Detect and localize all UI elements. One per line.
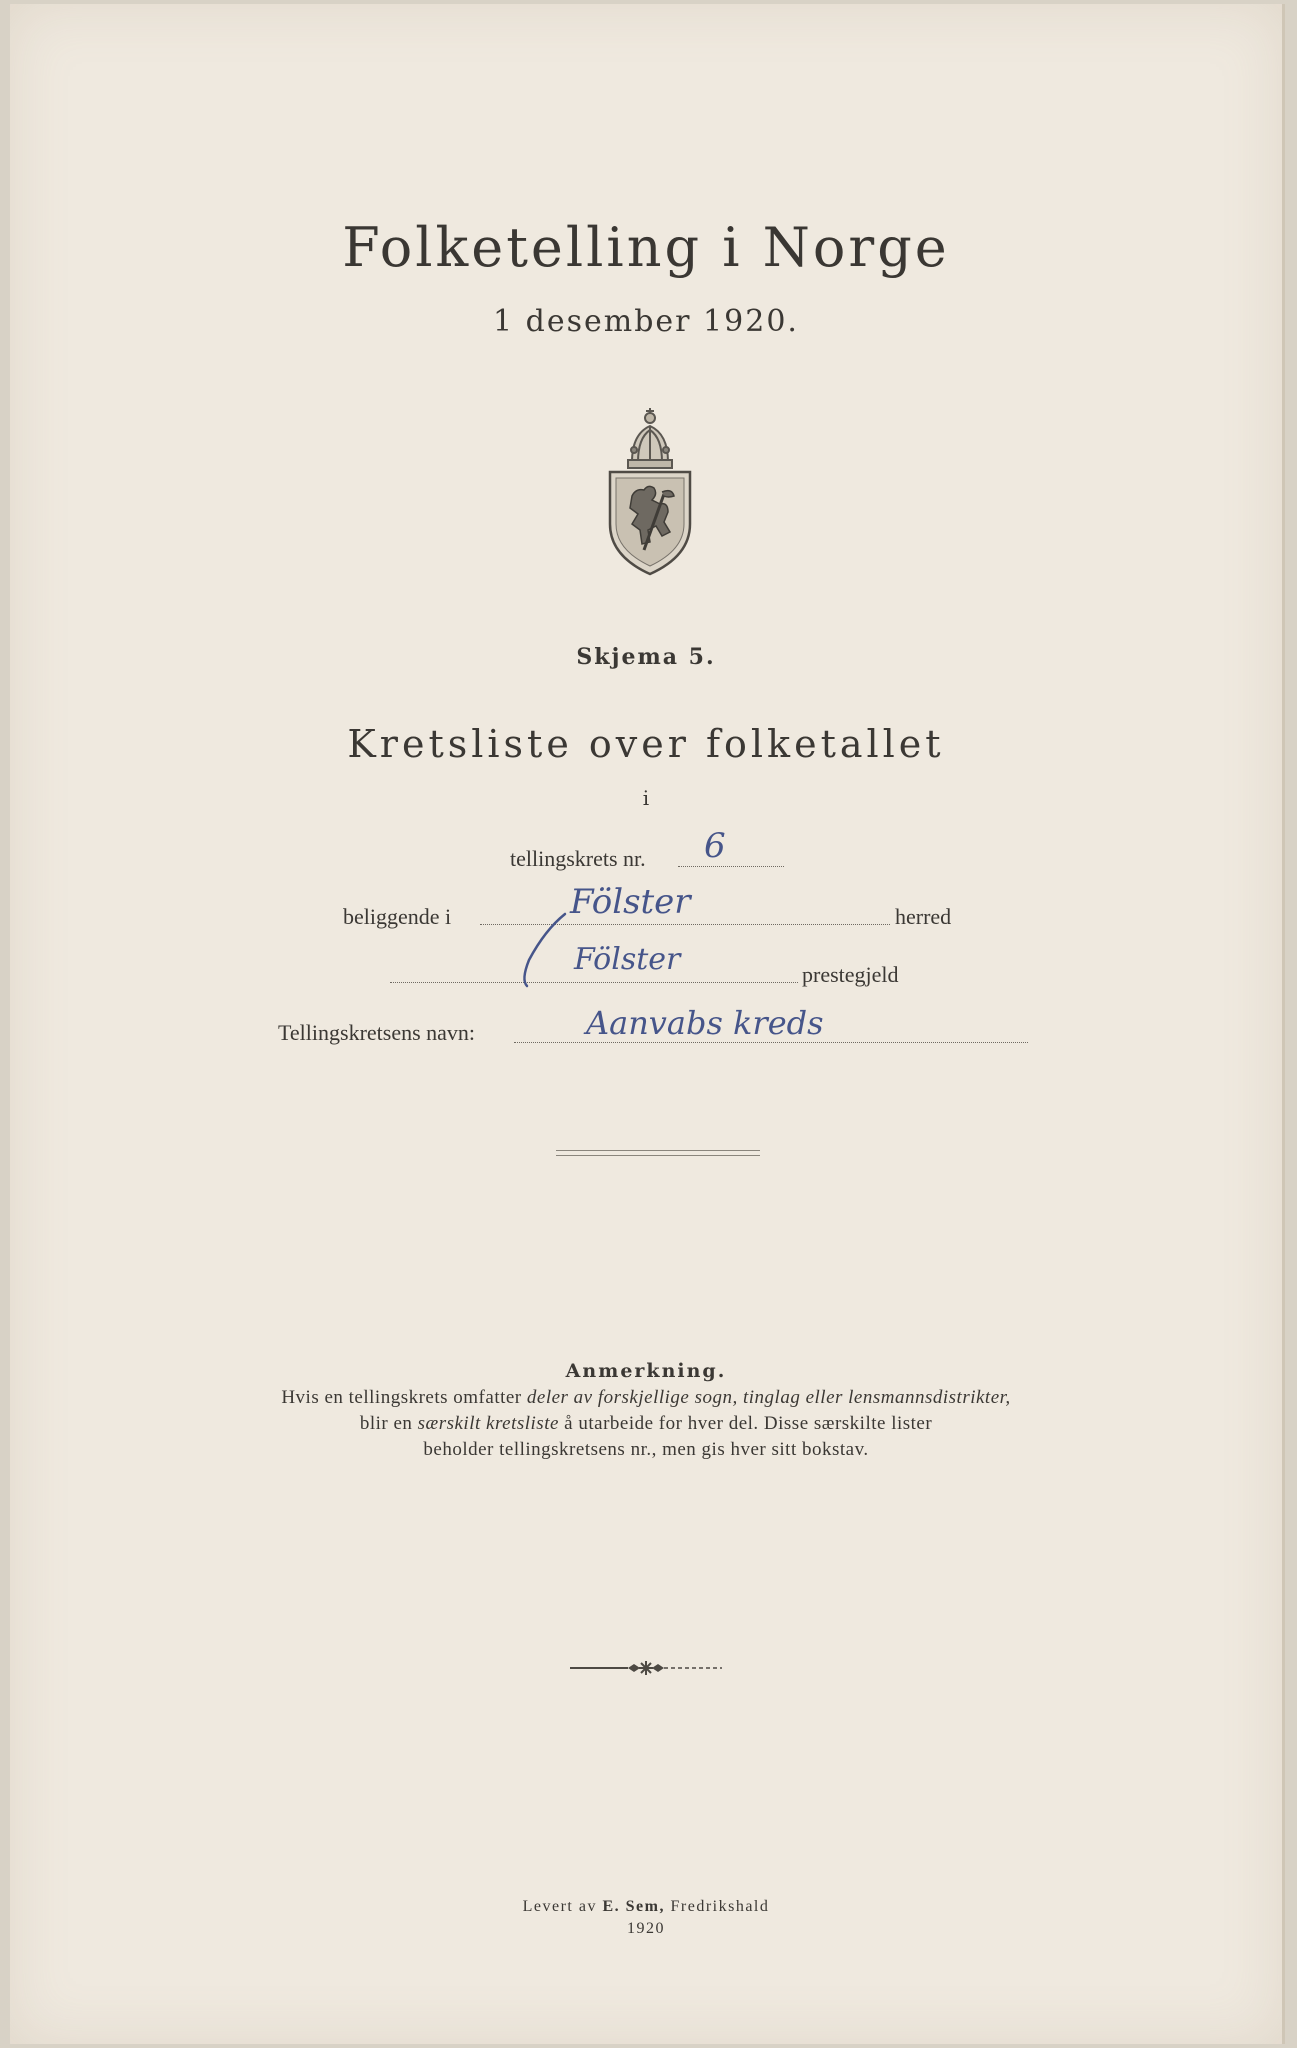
note-line-3: beholder tellingskretsens nr., men gis hver sitt bokstav.: [423, 1439, 869, 1460]
krets-number-value: 6: [704, 826, 726, 866]
preposition-text: i: [642, 786, 650, 810]
printer-credit: [10, 1898, 1282, 1916]
krets-name-line: [514, 1042, 1028, 1043]
note-line-2-text-c: å utarbeide for hver del. Disse særskilte lister: [558, 1413, 933, 1434]
printer-name: E. Sem,: [602, 1898, 665, 1915]
norwegian-coat-of-arms-icon: [602, 404, 698, 576]
krets-name-value: Aanvabs kreds: [586, 1004, 824, 1042]
herred-value: Fölster: [570, 882, 691, 922]
schema-number: Skjema 5.: [576, 644, 716, 670]
krets-number-line: [678, 866, 784, 867]
krets-number-label: tellingskrets nr.: [510, 846, 646, 871]
note-title: Anmerkning.: [565, 1360, 727, 1382]
note-line-1-text: Hvis en tellingskrets omfatter: [281, 1387, 527, 1408]
print-year: 1920: [627, 1920, 665, 1937]
printer-prefix: Levert av: [522, 1898, 603, 1915]
section-divider: [556, 1150, 760, 1156]
beliggende-label: beliggende i: [343, 904, 452, 929]
krets-name-label: Tellingskretsens navn:: [278, 1020, 476, 1045]
note-line-2-text-a: blir en: [359, 1413, 418, 1434]
herred-label: herred: [895, 904, 952, 929]
note-line-2: [10, 1413, 1282, 1435]
handwritten-bracket-stroke: [515, 910, 575, 990]
note-line-1-italic: deler av forskjellige sogn, tinglag eller lensmannsdistrikter,: [526, 1387, 1011, 1408]
decorative-ornament-icon: [566, 1658, 726, 1678]
census-form-page: [10, 4, 1285, 2044]
page-title: Folketelling i Norge: [342, 216, 950, 279]
census-date: 1 desember 1920.: [493, 304, 799, 339]
form-heading: Kretsliste over folketallet: [347, 722, 945, 766]
printer-city: Fredrikshald: [664, 1898, 770, 1915]
note-line-1: [10, 1387, 1282, 1409]
prestegjeld-value: Fölster: [574, 942, 681, 977]
prestegjeld-label: prestegjeld: [802, 962, 899, 987]
prestegjeld-line: [390, 982, 798, 983]
note-line-2-italic: særskilt kretsliste: [417, 1413, 559, 1434]
